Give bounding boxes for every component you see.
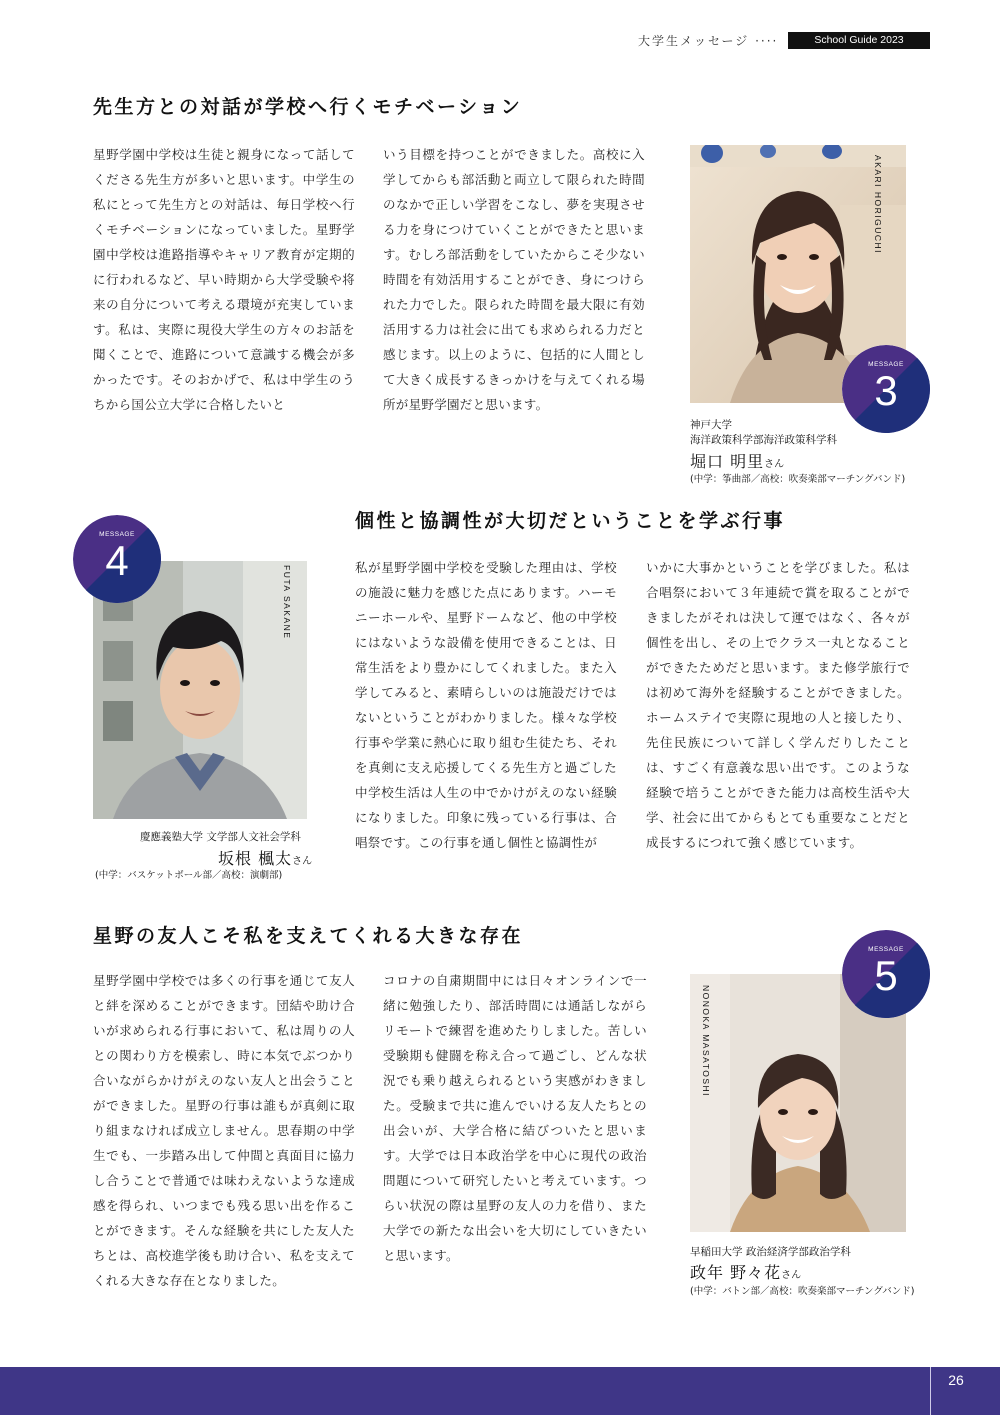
student-name: 堀口 明里さん	[690, 452, 785, 471]
message-number: 3	[874, 367, 898, 414]
section-heading-3: 星野の友人こそ私を支えてくれる大きな存在	[93, 925, 524, 947]
club-history: (中学：バトン部／高校：吹奏楽部マーチングバンド)	[690, 1286, 915, 1297]
student-name-vertical: NONOKA MASATOSHI	[701, 985, 711, 1098]
message-label: MESSAGE	[868, 946, 904, 953]
footer-divider	[930, 1367, 931, 1415]
message-badge-3	[842, 345, 930, 433]
student-name: 政年 野々花さん	[690, 1263, 802, 1282]
university-name: 早稲田大学 政治経済学部政治学科	[690, 1246, 851, 1258]
club-history: (中学：筝曲部／高校：吹奏楽部マーチングバンド)	[690, 474, 906, 485]
section-2-text-col-1: 私が星野学園中学校を受験した理由は、学校の施設に魅力を感じた点にあります。ハーモニーホールや、星野ドームなど、他の中学校にはないような設備を使用できることは、日常生活をより豊かにしてくれました。また入学してみると、素晴らしいのは施設だけではないということがわかりました。様々な学校行事や学業に熱心に取り組む生徒たち、それを真剣に支え応援してくる先生方と過ごした中学校生活は人生の中でかけがえのない経験になりました。印象に残っている行事は、合唱祭です。この行事を通し個性と協調性が	[355, 560, 617, 850]
school-guide-badge: School Guide 2023	[788, 32, 930, 49]
message-label: MESSAGE	[868, 361, 904, 368]
section-3-text-col-2: コロナの自粛期間中には日々オンラインで一緒に勉強したり、部活時間には通話しながらリモートで練習を進めたりしました。苦しい受験期も健闘を称え合って過ごし、どんな状況でも乗り越えられるという実感がわきました。受験まで共に進んでいける友人たちとの出会いが、大学合格に結びついたと思います。大学では日本政治学を中心に現代の政治問題について研究したいと考えています。つらい状況の際は星野の友人の力を借り、また大学での新たな出会いを大切にしていきたいと思います。	[383, 973, 647, 1263]
section-heading-1: 先生方との対話が学校へ行くモチベーション	[93, 96, 523, 118]
message-number: 4	[105, 537, 129, 584]
university-name: 慶應義塾大学 文学部人文社会学科	[140, 831, 301, 843]
university-name: 神戸大学	[690, 419, 732, 431]
student-name: 坂根 楓太さん	[218, 849, 313, 868]
page-number: 26	[948, 1372, 964, 1388]
message-label: MESSAGE	[99, 531, 135, 538]
club-history: (中学：バスケットボール部／高校：演劇部)	[95, 870, 283, 881]
message-badge-5	[842, 930, 930, 1018]
message-badge-4	[73, 515, 161, 603]
section-heading-2: 個性と協調性が大切だということを学ぶ行事	[355, 510, 786, 532]
footer-band	[0, 1367, 1000, 1415]
message-number: 5	[874, 952, 898, 999]
student-name-vertical: FUTA SAKANE	[282, 565, 292, 640]
section-1-text-col-1: 星野学園中学校は生徒と親身になって話してくださる先生方が多いと思います。中学生の私にとって先生方との対話は、毎日学校へ行くモチベーションになっていました。星野学園中学校は進路指導やキャリア教育が定期的に行われるなど、早い時期から大学受験や将来の自分について考える環境が充実しています。私は、実際に現役大学生の方々のお話を聞くことで、進路について意識する機会が多かったです。そのおかげで、私は中学生のうちから国公立大学に合格したいと	[93, 147, 355, 412]
student-name-vertical: AKARI HORIGUCHI	[873, 155, 883, 255]
section-1-text-col-2: いう目標を持つことができました。高校に入学してからも部活動と両立して限られた時間のなかで正しい学習をこなし、夢を実現させる力を身につけていくことができたと思います。むしろ部活動をしていたからこそ少ない時間を有効活用することができ、身につけられた力でした。限られた時間を最大限に有効活用する力は社会に出ても求められる力だと感じます。以上のように、包括的に人間として大きく成長するきっかけを与えてくれる場所が星野学園だと思います。	[383, 147, 645, 412]
section-2-text-col-2: いかに大事かということを学びました。私は合唱祭において３年連続で賞を取ることができましたがそれは決して運ではなく、各々が個性を出し、その上でクラス一丸となることができたためだと思います。また修学旅行では初めて海外を経験することができました。ホームステイで実際に現地の人と接したり、先住民族について詳しく学んだりしたことは、すごく有意義な思い出です。このような経験で培うことができた能力は高校生活や大学、社会に出てからもとても重要なことだと成長するにつれて強く感じています。	[646, 560, 910, 850]
section-label: 大学生メッセージ ····	[638, 34, 779, 48]
section-3-text-col-1: 星野学園中学校では多くの行事を通じて友人と絆を深めることができます。団結や助け合いが求められる行事において、私は周りの人との関わり方を模索し、時に本気でぶつかり合いながらかけがえのない友人と出会うことができました。星野の行事は誰もが真剣に取り組まなければ成立しません。思春期の中学生でも、一歩踏み出して仲間と真面目に協力し合うことで普通では味わえないような達成感を得られ、いつまでも残る思い出を作ることができます。そんな経験を共にした友人たちとは、高校進学後も助け合い、私を支えてくれる大きな存在となりました。	[93, 973, 355, 1288]
department-name: 海洋政策科学部海洋政策科学科	[690, 434, 837, 446]
